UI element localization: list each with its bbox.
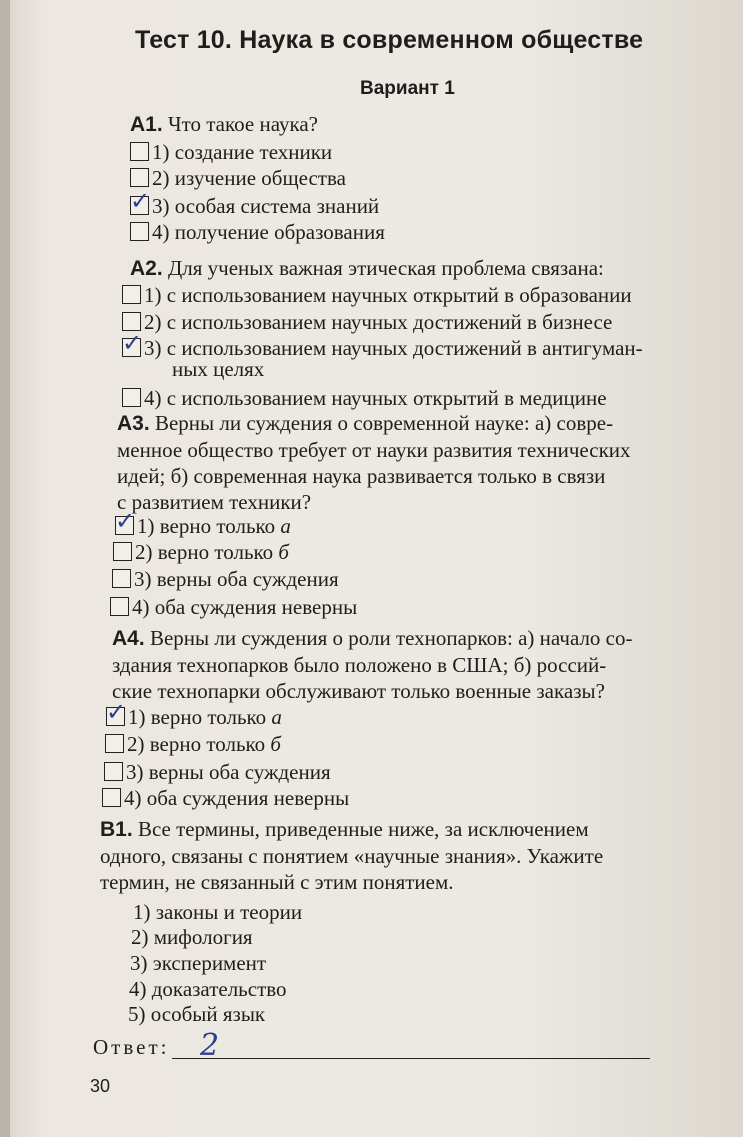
book-spine-shadow [0, 0, 10, 1137]
checkbox-checked[interactable] [130, 187, 151, 215]
question-label: В1. [100, 818, 133, 841]
answer-option[interactable]: 1) с использованием научных открытий в образовании [122, 283, 632, 308]
test-title: Тест 10. Наука в современном обществе [135, 26, 644, 54]
answer-option[interactable]: 2) изучение общества [130, 166, 346, 191]
question-text: Для ученых важная этическая проблема связана: [167, 256, 604, 280]
checkbox[interactable] [122, 388, 141, 407]
checkbox-checked[interactable] [122, 329, 143, 357]
checkbox-checked[interactable] [106, 698, 127, 726]
answer-option[interactable]: ✓ 3) особая система знаний [130, 187, 380, 218]
question-label: А1. [130, 113, 163, 136]
answer-option[interactable]: 3) верны оба суждения [104, 760, 331, 785]
answer-option[interactable]: 4) с использованием научных открытий в медицине [122, 386, 607, 411]
checkbox[interactable] [104, 762, 123, 781]
option-continuation: ных целях [172, 357, 265, 381]
answer-input[interactable]: 2 [200, 1028, 220, 1063]
answer-option[interactable]: ✓ 1) верно только а [106, 698, 282, 729]
answer-option[interactable]: ✓ 3) с использованием научных достижений в антигуман- [122, 329, 643, 360]
answer-option[interactable]: 4) оба суждения неверны [110, 595, 357, 620]
term-item: 2) мифология [131, 925, 253, 949]
check-icon: ✓ [115, 507, 136, 535]
question-a2 [130, 256, 690, 281]
check-icon: ✓ [130, 187, 151, 215]
answer-option[interactable]: ✓ 1) верно только а [115, 507, 291, 538]
checkbox[interactable] [102, 788, 121, 807]
checkbox[interactable] [130, 142, 149, 161]
answer-option[interactable]: 3) верны оба суждения [112, 567, 339, 592]
term-item: 4) доказательство [129, 977, 287, 1001]
term-item: 3) эксперимент [130, 951, 267, 975]
checkbox[interactable] [122, 285, 141, 304]
answer-label: Ответ: [93, 1035, 170, 1059]
question-a1 [130, 112, 690, 137]
answer-option[interactable]: 4) получение образования [130, 220, 385, 245]
term-item: 5) особый язык [128, 1002, 266, 1026]
check-icon: ✓ [122, 329, 143, 357]
question-label: А3. [117, 412, 150, 435]
checkbox[interactable] [130, 168, 149, 187]
checkbox-checked[interactable] [115, 507, 136, 535]
answer-option[interactable]: 4) оба суждения неверны [102, 786, 349, 811]
answer-option[interactable]: 2) с использованием научных достижений в бизнесе [122, 310, 612, 335]
checkbox[interactable] [110, 597, 129, 616]
checkbox[interactable] [112, 569, 131, 588]
checkbox[interactable] [130, 222, 149, 241]
question-label: А2. [130, 257, 163, 280]
page-number: 30 [90, 1076, 111, 1096]
question-a4: А4. Верны ли суждения о роли технопарков: а) начало со- здания технопарков было положено в США; б) россий- ские технопарки обслуживают только военные заказы? [112, 626, 633, 703]
check-icon: ✓ [106, 698, 127, 726]
question-text: Что такое наука? [167, 112, 318, 136]
question-b1: В1. Все термины, приведенные ниже, за исключением одного, связаны с понятием «научные знания». Укажите термин, не связанный с этим понятием. [100, 817, 604, 894]
variant-heading: Вариант 1 [360, 78, 455, 99]
answer-option[interactable]: 1) создание техники [130, 140, 332, 165]
answer-option[interactable]: 2) верно только б [113, 540, 289, 565]
question-label: А4. [112, 627, 145, 650]
question-a3: А3. Верны ли суждения о современной науке: а) совре- менное общество требует от науки развития технических идей; б) современная наука развивается только в связи с развитием техники? [117, 411, 631, 514]
checkbox[interactable] [113, 542, 132, 561]
answer-option[interactable]: 2) верно только б [105, 732, 281, 757]
term-item: 1) законы и теории [133, 900, 303, 924]
answer-line [172, 1058, 650, 1059]
checkbox[interactable] [105, 734, 124, 753]
